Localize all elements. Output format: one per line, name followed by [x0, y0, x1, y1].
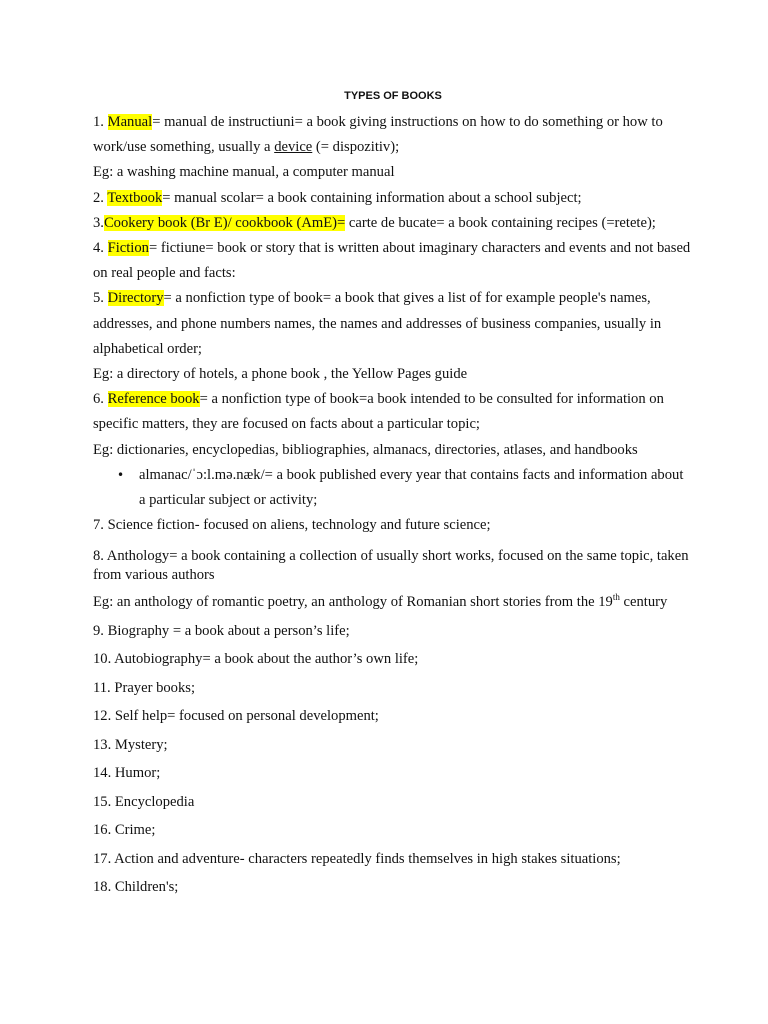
highlighted-term: Reference book	[107, 391, 200, 408]
list-item-humor: 14. Humor;	[93, 765, 161, 782]
list-item-self-help: 12. Self help= focused on personal development;	[93, 708, 379, 725]
item-definition: carte de bucate= a book containing recipes (=retete);	[345, 214, 656, 231]
document-page	[93, 86, 693, 897]
list-item-autobiography: 10. Autobiography= a book about the author’s own life;	[93, 651, 419, 668]
list-item-directory	[93, 286, 693, 362]
item-definition: = manual de instructiuni= a book giving instructions on how to do something or how to work/use something, usually a	[93, 114, 663, 156]
item-number: 3.	[93, 214, 104, 231]
superscript: th	[612, 592, 620, 603]
list-item-mystery: 13. Mystery;	[93, 736, 168, 753]
item-number: 6.	[93, 391, 108, 408]
item-number: 2.	[93, 189, 108, 206]
list-item-encyclopedia: 15. Encyclopedia	[93, 793, 195, 810]
highlighted-term: Directory	[107, 290, 164, 307]
list-item-biography: 9. Biography = a book about a person’s life;	[93, 622, 350, 639]
item-number: 1.	[93, 114, 108, 130]
underlined-word: device	[274, 139, 313, 156]
example-text-end: century	[619, 594, 668, 611]
highlighted-term: Manual	[107, 114, 153, 130]
list-item-cookbook	[93, 211, 693, 236]
bullet-icon: •	[117, 467, 125, 482]
example-line: Eg: a directory of hotels, a phone book , the Yellow Pages guide	[93, 366, 468, 383]
item-definition: = a nonfiction type of book= a book that gives a list of for example people's names, addresses, and phone numbers names, the names and addresses of business companies, usually in alphabetical order;	[93, 290, 662, 357]
bullet-item-almanac	[93, 463, 693, 513]
highlighted-term: Textbook	[107, 189, 163, 206]
item-number: 5.	[93, 290, 108, 307]
list-item-manual	[93, 110, 693, 160]
highlighted-term: Fiction	[107, 240, 149, 257]
example-text: Eg: an anthology of romantic poetry, an anthology of Romanian short stories from the 19	[93, 594, 613, 611]
item-definition: = manual scolar= a book containing information about a school subject;	[162, 189, 582, 206]
list-item-science-fiction: 7. Science fiction- focused on aliens, technology and future science;	[93, 517, 491, 534]
example-line: Eg: a washing machine manual, a computer manual	[93, 164, 395, 181]
item-definition: = fictiune= book or story that is written about imaginary characters and events and not based on real people and facts:	[93, 240, 691, 282]
list-item-prayer-books: 11. Prayer books;	[93, 679, 196, 696]
list-item-anthology: 8. Anthology= a book containing a collection of usually short works, focused on the same topic, taken from various authors	[93, 547, 689, 583]
item-definition: = a nonfiction type of book=a book intended to be consulted for information on specific matters, they are focused on facts about a particular topic;	[93, 391, 664, 433]
list-item-reference-book	[93, 387, 693, 437]
list-item-crime: 16. Crime;	[93, 822, 156, 839]
list-item-fiction	[93, 236, 693, 286]
example-line: Eg: dictionaries, encyclopedias, bibliographies, almanacs, directories, atlases, and handbooks	[93, 441, 638, 458]
highlighted-term: Cookery book (Br E)/ cookbook (AmE)=	[103, 214, 346, 231]
list-item-textbook	[93, 186, 693, 211]
list-item-childrens: 18. Children's;	[93, 879, 179, 896]
page-title: TYPES OF BOOKS	[344, 90, 442, 102]
example-line-anthology	[93, 593, 693, 612]
bullet-text: almanac/ˈɔ:l.mə.næk/= a book published every year that contains facts and information about a particular subject or activity;	[139, 466, 684, 509]
item-definition-end: (= dispozitiv);	[312, 139, 400, 156]
list-item-action-adventure: 17. Action and adventure- characters repeatedly finds themselves in high stakes situations;	[93, 850, 621, 867]
item-number: 4.	[93, 240, 108, 257]
